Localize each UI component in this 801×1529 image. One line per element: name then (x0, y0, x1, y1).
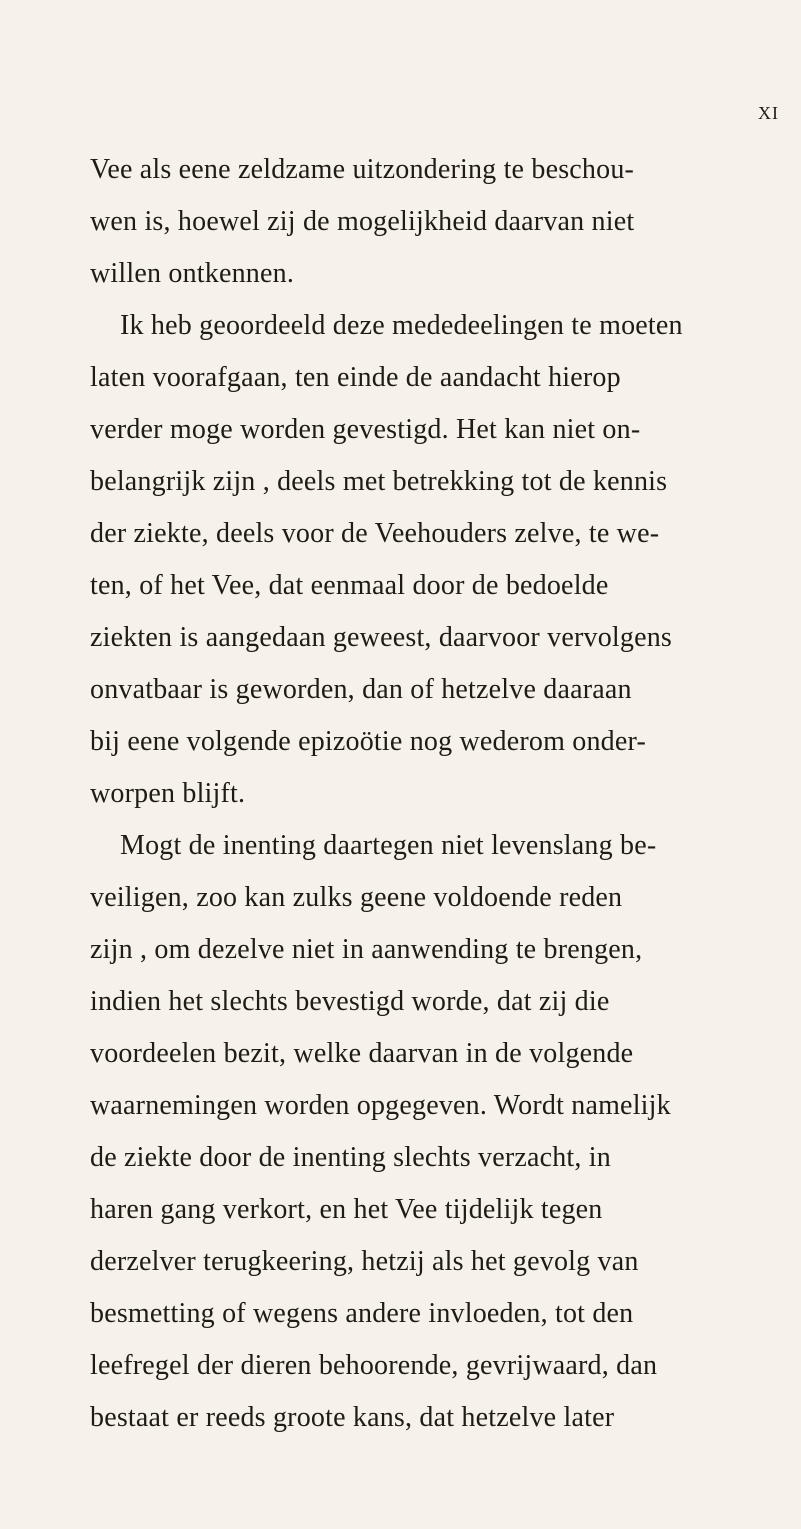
text-line: voordeelen bezit, welke daarvan in de volgende (90, 1038, 634, 1069)
text-line: de ziekte door de inenting slechts verzacht, in (90, 1142, 611, 1173)
text-line: veiligen, zoo kan zulks geene voldoende reden (90, 882, 623, 913)
text-line: bij eene volgende epizoötie nog wederom onder- (90, 726, 646, 757)
text-line: haren gang verkort, en het Vee tijdelijk tegen (90, 1194, 603, 1225)
text-line: bestaat er reeds groote kans, dat hetzelve later (90, 1402, 615, 1433)
text-line: onvatbaar is geworden, dan of hetzelve daaraan (90, 674, 632, 705)
text-line: laten voorafgaan, ten einde de aandacht hierop (90, 362, 621, 393)
text-line: leefregel der dieren behoorende, gevrijwaard, dan (90, 1350, 658, 1381)
text-line: ten, of het Vee, dat eenmaal door de bedoelde (90, 570, 609, 601)
body-text (90, 144, 770, 1444)
text-line: besmetting of wegens andere invloeden, tot den (90, 1298, 634, 1329)
page-number: XI (758, 103, 779, 123)
text-line: verder moge worden gevestigd. Het kan niet on- (90, 414, 641, 445)
text-line: Vee als eene zeldzame uitzondering te beschou- (90, 154, 635, 185)
text-line: willen ontkennen. (90, 258, 295, 289)
text-line: worpen blijft. (90, 778, 246, 809)
paragraph-start-line: Ik heb geoordeeld deze mededeelingen te moeten (120, 310, 683, 341)
text-line: zijn , om dezelve niet in aanwending te brengen, (90, 934, 643, 965)
text-line: der ziekte, deels voor de Veehouders zelve, te we- (90, 518, 660, 549)
text-line: wen is, hoewel zij de mogelijkheid daarvan niet (90, 206, 635, 237)
text-line: ziekten is aangedaan geweest, daarvoor vervolgens (90, 622, 672, 653)
paragraph-start-line: Mogt de inenting daartegen niet levenslang be- (120, 830, 657, 861)
text-line: belangrijk zijn , deels met betrekking tot de kennis (90, 466, 668, 497)
text-line: indien het slechts bevestigd worde, dat zij die (90, 986, 610, 1017)
text-line: waarnemingen worden opgegeven. Wordt namelijk (90, 1090, 671, 1121)
text-line: derzelver terugkeering, hetzij als het gevolg van (90, 1246, 639, 1277)
